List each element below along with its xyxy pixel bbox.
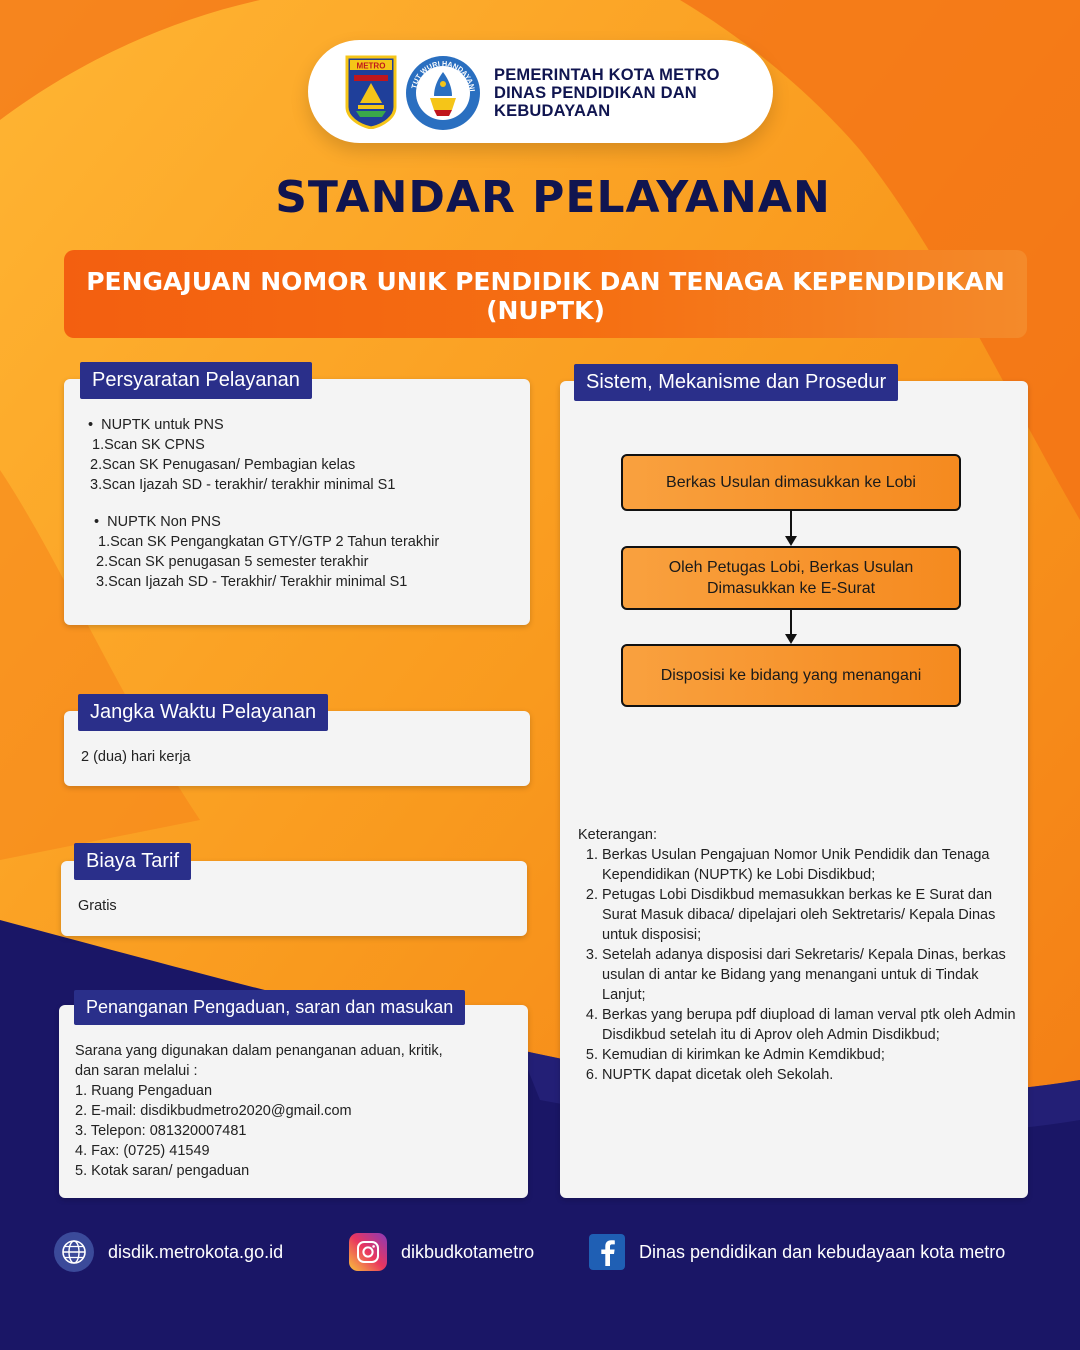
service-title [64, 267, 1027, 325]
service-title-banner [64, 250, 1027, 338]
note-item: 1. Berkas Usulan Pengajuan Nomor Unik Pendidik dan Tenaga Kependidikan (NUPTK) ke Lobi Disdikbud; [602, 845, 1018, 885]
footer-website[interactable] [54, 1232, 283, 1272]
facebook-page-name: Dinas pendidikan dan kebudayaan kota metro [639, 1241, 1006, 1262]
footer-instagram[interactable] [349, 1232, 534, 1272]
note-item: 6. NUPTK dapat dicetak oleh Sekolah. [602, 1065, 1018, 1085]
metro-city-logo [344, 55, 398, 129]
globe-icon [54, 1232, 94, 1272]
institution-name [494, 66, 764, 120]
institution-line-2: DINAS PENDIDIKAN DAN [494, 84, 697, 102]
duration-text: 2 (dua) hari kerja [81, 749, 191, 765]
complaint-channel: 3. Telepon: 081320007481 [75, 1123, 247, 1139]
req-item: 2.Scan SK penugasan 5 semester terakhir [96, 554, 369, 570]
bullet-icon: • [94, 514, 108, 530]
footer-facebook[interactable] [589, 1232, 1005, 1272]
tut-wuri-handayani-logo [404, 54, 482, 132]
complaints-card [59, 1005, 528, 1198]
tut-logo-label: TUT WURI HANDAYANI [409, 58, 477, 92]
req-item: 3.Scan Ijazah SD - Terakhir/ Terakhir minimal S1 [96, 574, 408, 590]
group-1-title: NUPTK untuk PNS [101, 417, 224, 433]
complaints-intro-2: dan saran melalui : [75, 1063, 198, 1079]
metro-logo-label: METRO [356, 61, 386, 71]
flow-step-1: Berkas Usulan dimasukkan ke Lobi [621, 454, 961, 511]
complaint-channel: 5. Kotak saran/ pengaduan [75, 1163, 250, 1179]
flow-arrow [790, 610, 792, 636]
arrow-down-icon [785, 634, 797, 644]
req-item: 3.Scan Ijazah SD - terakhir/ terakhir minimal S1 [90, 477, 396, 493]
service-title-line-2: (NUPTK) [486, 296, 605, 325]
procedure-heading: Sistem, Mekanisme dan Prosedur [574, 364, 898, 401]
requirements-card [64, 379, 530, 625]
requirements-group-1 [88, 415, 439, 435]
fee-text: Gratis [78, 898, 117, 914]
institution-line-3: KEBUDAYAAN [494, 102, 611, 120]
notes-list [578, 845, 1018, 1085]
institution-line-1: PEMERINTAH KOTA METRO [494, 66, 720, 84]
service-title-line-1: PENGAJUAN NOMOR UNIK PENDIDIK DAN TENAGA KEPENDIDIKAN [86, 267, 1005, 296]
complaint-channel: 4. Fax: (0725) 41549 [75, 1143, 210, 1159]
complaints-heading: Penanganan Pengaduan, saran dan masukan [74, 990, 465, 1025]
requirements-group-2 [88, 512, 439, 532]
flow-arrow [790, 511, 792, 539]
note-item: 4. Berkas yang berupa pdf diupload di laman verval ptk oleh Admin Disdikbud setelah itu di Aprov oleh Admin Disdikbud; [602, 1005, 1018, 1045]
arrow-down-icon [785, 536, 797, 546]
requirements-content [88, 415, 439, 592]
header-badge [308, 40, 773, 143]
complaint-channel: 2. E-mail: disdikbudmetro2020@gmail.com [75, 1103, 352, 1119]
note-item: 2. Petugas Lobi Disdikbud memasukkan berkas ke E Surat dan Surat Masuk dibaca/ dipelajari oleh Sektretaris/ Kepala Dinas untuk disposisi; [602, 885, 1018, 945]
notes-heading: Keterangan: [578, 827, 658, 843]
flow-step-3: Disposisi ke bidang yang menangani [621, 644, 961, 707]
note-item: 5. Kemudian di kirimkan ke Admin Kemdikbud; [602, 1045, 1018, 1065]
note-item: 3. Setelah adanya disposisi dari Sekretaris/ Kepala Dinas, berkas usulan di antar ke Bidang yang menangani untuk di Tindak Lanjut; [602, 945, 1018, 1005]
req-item: 1.Scan SK CPNS [92, 437, 205, 453]
requirements-heading: Persyaratan Pelayanan [80, 362, 312, 399]
complaints-intro-1: Sarana yang digunakan dalam penanganan aduan, kritik, [75, 1043, 443, 1059]
website-url: disdik.metrokota.go.id [108, 1241, 284, 1262]
flow-step-2: Oleh Petugas Lobi, Berkas Usulan Dimasukkan ke E-Surat [621, 546, 961, 610]
req-item: 2.Scan SK Penugasan/ Pembagian kelas [90, 457, 356, 473]
instagram-icon [349, 1233, 387, 1271]
instagram-handle: dikbudkotametro [401, 1241, 535, 1262]
page-title: STANDAR PELAYANAN [275, 172, 831, 223]
duration-heading: Jangka Waktu Pelayanan [78, 694, 328, 731]
bullet-icon: • [88, 417, 102, 433]
complaints-content [75, 1041, 443, 1181]
fee-heading: Biaya Tarif [74, 843, 191, 880]
facebook-icon [589, 1234, 625, 1270]
group-2-title: NUPTK Non PNS [107, 514, 221, 530]
procedure-notes [578, 825, 1018, 1085]
complaint-channel: 1. Ruang Pengaduan [75, 1083, 213, 1099]
req-item: 1.Scan SK Pengangkatan GTY/GTP 2 Tahun terakhir [98, 534, 440, 550]
